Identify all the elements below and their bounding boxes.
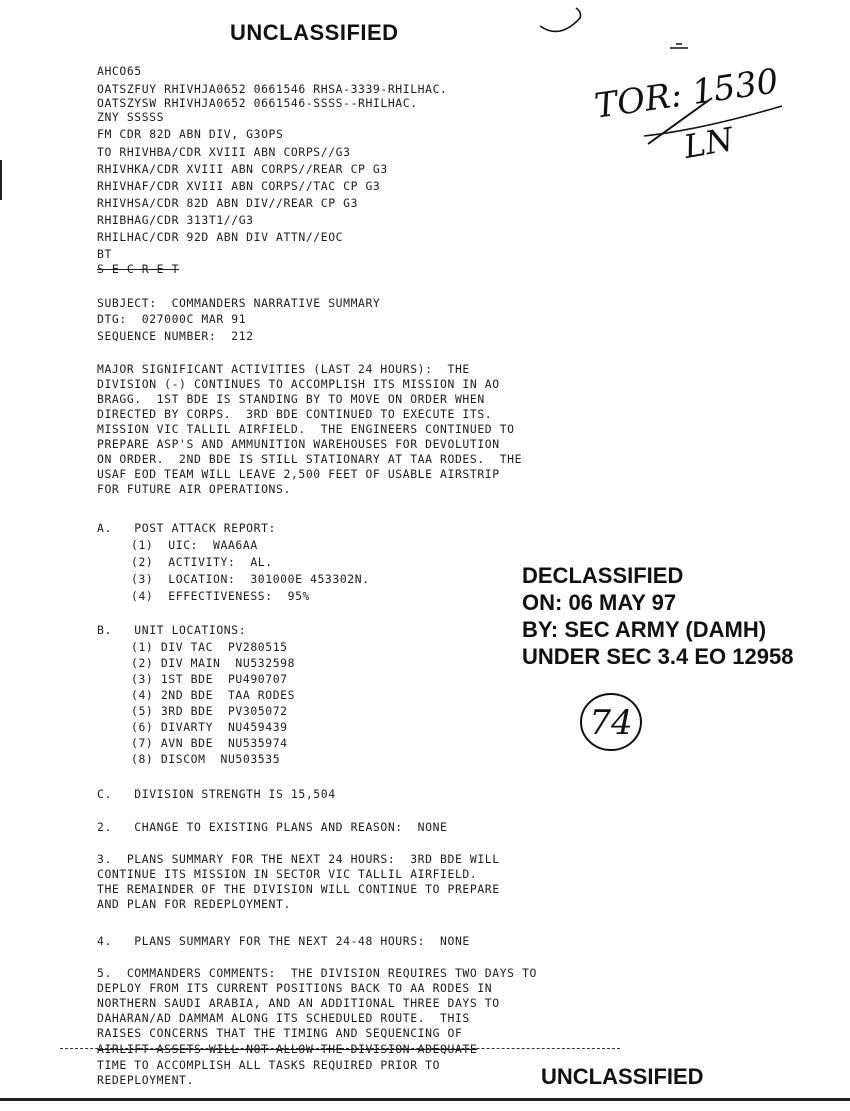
routing-line: RHILHAC/CDR 92D ABN DIV ATTN//EOC bbox=[97, 230, 344, 244]
paragraph-line: CONTINUE ITS MISSION IN SECTOR VIC TALLIL AIRFIELD. bbox=[97, 867, 478, 881]
report-item: (3) LOCATION: 301000E 453302N. bbox=[131, 572, 370, 586]
sequence-line: SEQUENCE NUMBER: 212 bbox=[97, 329, 254, 343]
paragraph-line: MISSION VIC TALLIL AIRFIELD. THE ENGINEERS CONTINUED TO bbox=[97, 422, 515, 436]
stamp-line: UNDER SEC 3.4 EO 12958 bbox=[522, 644, 794, 669]
paragraph-line: TIME TO ACCOMPLISH ALL TASKS REQUIRED PRIOR TO bbox=[97, 1058, 441, 1072]
scan-bottom-edge bbox=[0, 1098, 850, 1101]
handwritten-initials: LN bbox=[681, 120, 737, 166]
unit-location-item: (6) DIVARTY NU459439 bbox=[131, 720, 288, 734]
routing-line: AHCO65 bbox=[97, 64, 142, 78]
unit-location-item: (2) DIV MAIN NU532598 bbox=[131, 656, 296, 670]
routing-line: TO RHIVHBA/CDR XVIII ABN CORPS//G3 bbox=[97, 145, 351, 159]
unit-location-item: (5) 3RD BDE PV305072 bbox=[131, 704, 288, 718]
strike-through-rule bbox=[60, 1048, 620, 1049]
unit-location-item: (1) DIV TAC PV280515 bbox=[131, 640, 288, 654]
routing-line: RHIVHKA/CDR XVIII ABN CORPS//REAR CP G3 bbox=[97, 162, 388, 176]
paragraph-line: 5. COMMANDERS COMMENTS: THE DIVISION REQUIRES TWO DAYS TO bbox=[97, 966, 538, 980]
paragraph-line: ON ORDER. 2ND BDE IS STILL STATIONARY AT TAA RODES. THE bbox=[97, 452, 523, 466]
paragraph-line: AND PLAN FOR REDEPLOYMENT. bbox=[97, 897, 291, 911]
subject-line: SUBJECT: COMMANDERS NARRATIVE SUMMARY bbox=[97, 296, 381, 310]
declassified-stamp bbox=[522, 562, 793, 670]
paragraph-line: DAHARAN/AD DAMMAM ALONG ITS SCHEDULED ROUTE. THIS bbox=[97, 1011, 470, 1025]
report-item: (4) EFFECTIVENESS: 95% bbox=[131, 589, 310, 603]
header-classification: UNCLASSIFIED bbox=[230, 20, 399, 45]
stamp-line: BY: SEC ARMY (DAMH) bbox=[522, 617, 767, 642]
routing-classification-struck: S E C R E T bbox=[97, 262, 180, 276]
handwritten-tor: TOR: 1530 bbox=[592, 61, 781, 127]
page-number-text: 74 bbox=[589, 703, 633, 743]
unit-location-item: (8) DISCOM NU503535 bbox=[131, 752, 281, 766]
paragraph-line: USAF EOD TEAM WILL LEAVE 2,500 FEET OF USABLE AIRSTRIP bbox=[97, 467, 500, 481]
section-heading: B. UNIT LOCATIONS: bbox=[97, 623, 247, 637]
dtg-line: DTG: 027000C MAR 91 bbox=[97, 312, 247, 326]
report-item: (2) ACTIVITY: AL. bbox=[131, 555, 273, 569]
routing-line: RHIBHAG/CDR 313T1//G3 bbox=[97, 213, 254, 227]
stamp-line: ON: 06 MAY 97 bbox=[522, 590, 677, 615]
paragraph-line: DEPLOY FROM ITS CURRENT POSITIONS BACK TO AA RODES IN bbox=[97, 981, 493, 995]
unit-location-item: (4) 2ND BDE TAA RODES bbox=[131, 688, 296, 702]
plans-24-48-hours-line: 4. PLANS SUMMARY FOR THE NEXT 24-48 HOURS: NONE bbox=[97, 934, 470, 948]
report-item: (1) UIC: WAA6AA bbox=[131, 538, 258, 552]
routing-line: FM CDR 82D ABN DIV, G3OPS bbox=[97, 127, 284, 141]
routing-line: BT bbox=[97, 247, 112, 261]
paragraph-line: RAISES CONCERNS THAT THE TIMING AND SEQUENCING OF bbox=[97, 1026, 463, 1040]
unit-location-item: (7) AVN BDE NU535974 bbox=[131, 736, 288, 750]
paragraph-line: THE REMAINDER OF THE DIVISION WILL CONTINUE TO PREPARE bbox=[97, 882, 500, 896]
routing-line: RHIVHSA/CDR 82D ABN DIV//REAR CP G3 bbox=[97, 196, 359, 210]
paragraph-line: DIVISION (-) CONTINUES TO ACCOMPLISH ITS MISSION IN AO bbox=[97, 377, 500, 391]
routing-line: OATSZFUY RHIVHJA0652 0661546 RHSA-3339-RHILHAC. bbox=[97, 82, 448, 96]
routing-line: OATSZYSW RHIVHJA0652 0661546-SSSS--RHILHAC. bbox=[97, 96, 418, 110]
paragraph-line: NORTHERN SAUDI ARABIA, AND AN ADDITIONAL THREE DAYS TO bbox=[97, 996, 500, 1010]
division-strength-line: C. DIVISION STRENGTH IS 15,504 bbox=[97, 787, 336, 801]
paragraph-line-struck: AIRLIFT ASSETS WILL NOT ALLOW THE DIVISION ADEQUATE bbox=[97, 1042, 478, 1056]
paragraph-line: REDEPLOYMENT. bbox=[97, 1073, 194, 1087]
scan-left-edge bbox=[0, 160, 2, 200]
circled-page-number bbox=[577, 684, 647, 754]
change-to-plans-line: 2. CHANGE TO EXISTING PLANS AND REASON: NONE bbox=[97, 820, 448, 834]
footer-classification: UNCLASSIFIED bbox=[541, 1064, 704, 1089]
paragraph-line: FOR FUTURE AIR OPERATIONS. bbox=[97, 482, 291, 496]
routing-line: ZNY SSSSS bbox=[97, 110, 165, 124]
paragraph-line: 3. PLANS SUMMARY FOR THE NEXT 24 HOURS: 3RD BDE WILL bbox=[97, 852, 500, 866]
paragraph-line: DIRECTED BY CORPS. 3RD BDE CONTINUED TO EXECUTE ITS. bbox=[97, 407, 493, 421]
paragraph-line: BRAGG. 1ST BDE IS STANDING BY TO MOVE ON ORDER WHEN bbox=[97, 392, 485, 406]
section-heading: A. POST ATTACK REPORT: bbox=[97, 521, 276, 535]
handwritten-arc-mark bbox=[536, 4, 586, 38]
routing-line: RHIVHAF/CDR XVIII ABN CORPS//TAC CP G3 bbox=[97, 179, 381, 193]
paragraph-line: MAJOR SIGNIFICANT ACTIVITIES (LAST 24 HOURS): THE bbox=[97, 362, 470, 376]
handwritten-dash-mark bbox=[668, 42, 692, 56]
paragraph-line: PREPARE ASP'S AND AMMUNITION WAREHOUSES FOR DEVOLUTION bbox=[97, 437, 500, 451]
stamp-line: DECLASSIFIED bbox=[522, 563, 684, 588]
unit-location-item: (3) 1ST BDE PU490707 bbox=[131, 672, 288, 686]
